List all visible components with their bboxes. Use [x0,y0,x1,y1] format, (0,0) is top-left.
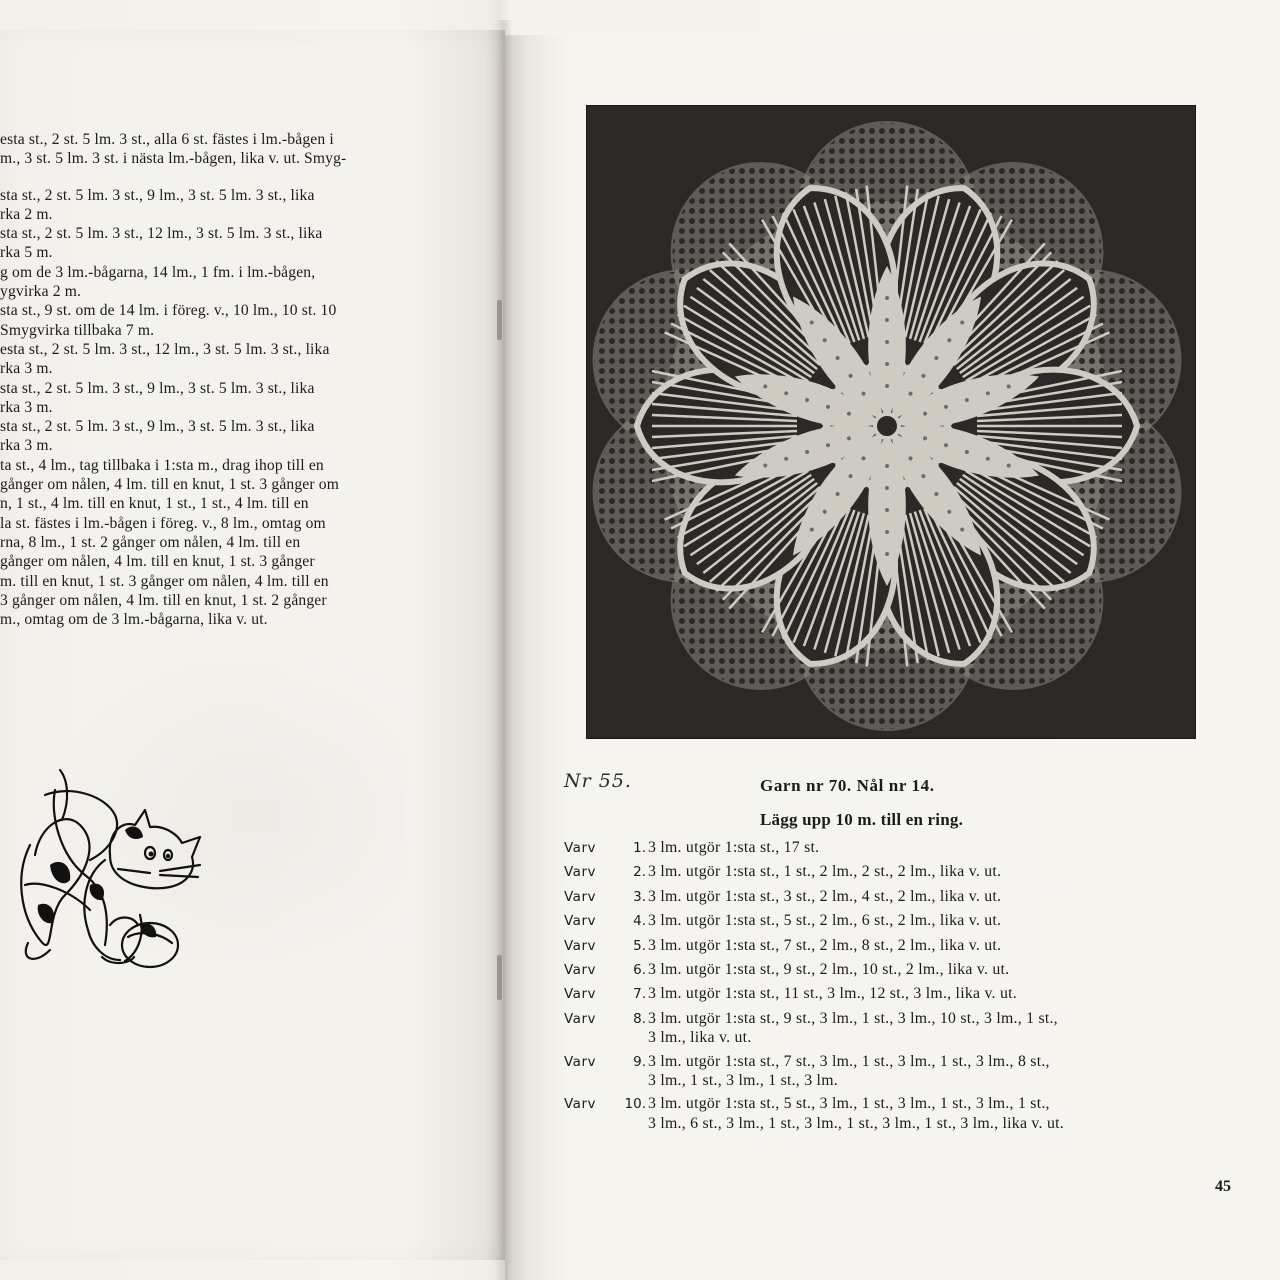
left-text-line: esta st., 2 st. 5 lm. 3 st., 12 lm., 3 st. 5 lm. 3 st., lika [0,340,330,358]
left-text-line: rna, 8 lm., 1 st. 2 gånger om nålen, 4 lm. till en [0,533,301,551]
left-text-line: ta st., 4 lm., tag tillbaka i 1:sta m., drag ihop till en [0,456,324,474]
left-text-line: m., 3 st. 5 lm. 3 st. i nästa lm.-bågen, lika v. ut. Smyg- [0,150,347,168]
book-gutter [495,20,513,1280]
staple-top [497,300,502,340]
left-text-line: rka 3 m. [0,398,53,416]
pattern-row [564,984,1254,1004]
row-label: Varv [564,1010,596,1027]
row-label: Varv [564,840,596,856]
row-number: 2. [633,864,646,881]
left-page-text [0,130,440,629]
left-text-line: n, 1 st., 4 lm. till en knut, 1 st., 1 st., 4 lm. till en [0,495,309,513]
row-number: 4. [633,913,646,930]
left-text-line: m. till en knut, 1 st. 3 gånger om nålen, 4 lm. till en [0,572,329,590]
pattern-row [564,887,1254,907]
row-instruction: 3 lm. utgör 1:sta st., 5 st., 3 lm., 1 st., 3 lm., 1 st., 3 lm., 1 st., 3 lm., 6 st., 3 lm., 1 st., 3 lm., 1 st., 3 lm., 1 st., 3 lm., lika v. ut. [648,1095,1064,1132]
doily-photo [587,106,1195,738]
left-text-line: rka 3 m. [0,360,53,378]
row-instruction: 3 lm. utgör 1:sta st., 17 st. [648,839,820,856]
row-number: 1. [633,840,646,856]
row-number: 7. [633,986,646,1003]
pattern-row [564,1052,1254,1091]
left-text-line: esta st., 2 st. 5 lm. 3 st., alla 6 st. fästes i lm.-bågen i [0,131,334,148]
left-text-line: g om de 3 lm.-bågarna, 14 lm., 1 fm. i lm.-bågen, [0,263,316,281]
pattern-rows [564,838,1254,1137]
left-text-line: rka 5 m. [0,244,53,262]
row-instruction: 3 lm. utgör 1:sta st., 5 st., 2 lm., 6 st., 2 lm., lika v. ut. [648,912,1002,930]
row-number: 9. [633,1053,646,1070]
row-label: Varv [564,962,596,979]
left-text-line: gånger om nålen, 4 lm. till en knut, 1 st. 3 gånger [0,553,315,571]
yarn-needle-heading: Garn nr 70. Nål nr 14. [760,776,935,795]
row-number: 10. [624,1096,646,1113]
row-instruction: 3 lm. utgör 1:sta st., 7 st., 3 lm., 1 st., 3 lm., 1 st., 3 lm., 8 st., 3 lm., 1 st., 3 lm., 1 st., 3 lm. [648,1052,1050,1090]
row-instruction: 3 lm. utgör 1:sta st., 1 st., 2 lm., 2 st., 2 lm., lika v. ut. [648,863,1002,881]
row-instruction: 3 lm. utgör 1:sta st., 7 st., 2 lm., 8 st., 2 lm., lika v. ut. [648,936,1002,954]
row-label: Varv [564,913,596,930]
pattern-row [564,960,1254,980]
left-text-line: sta st., 2 st. 5 lm. 3 st., 9 lm., 3 st. 5 lm. 3 st., lika [0,379,315,397]
left-text-line: la st. fästes i lm.-bågen i föreg. v., 8 lm., omtag om [0,514,326,532]
pattern-row [564,1009,1254,1048]
row-label: Varv [564,1096,596,1113]
left-text-line: sta st., 9 st. om de 14 lm. i föreg. v., 10 lm., 10 st. 10 [0,302,337,320]
row-number: 8. [633,1010,646,1027]
left-text-line: sta st., 2 st. 5 lm. 3 st., 12 lm., 3 st. 5 lm. 3 st., lika [0,225,323,243]
left-text-line: gånger om nålen, 4 lm. till en knut, 1 st. 3 gånger om [0,476,339,494]
row-label: Varv [564,937,596,954]
pattern-row [564,1094,1254,1133]
row-number: 5. [633,937,646,954]
left-text-line: Smygvirka tillbaka 7 m. [0,321,155,339]
row-instruction: 3 lm. utgör 1:sta st., 11 st., 3 lm., 12 st., 3 lm., lika v. ut. [648,985,1017,1003]
row-label: Varv [564,1053,596,1070]
row-label: Varv [564,986,596,1003]
left-text-line: 3 gånger om nålen, 4 lm. till en knut, 1 st. 2 gånger [0,591,327,609]
pattern-row [564,862,1254,882]
row-instruction: 3 lm. utgör 1:sta st., 9 st., 3 lm., 1 st., 3 lm., 10 st., 3 lm., 1 st., 3 lm., lika v. ut. [648,1009,1058,1047]
cast-on-heading: Lägg upp 10 m. till en ring. [760,810,964,829]
staple-bottom [497,955,502,1000]
pattern-row [564,838,1254,858]
left-text-line: m., omtag om de 3 lm.-bågarna, lika v. ut. [0,611,268,629]
left-text-line: sta st., 2 st. 5 lm. 3 st., 9 lm., 3 st. 5 lm. 3 st., lika [0,186,315,204]
pattern-number: Nr 55. [564,770,632,792]
left-text-line: ygvirka 2 m. [0,283,82,301]
page-number: 45 [1215,1178,1231,1195]
cat-with-yarn-icon [10,765,210,975]
row-instruction: 3 lm. utgör 1:sta st., 3 st., 2 lm., 4 st., 2 lm., lika v. ut. [648,887,1002,905]
row-number: 6. [633,962,646,979]
pattern-row [564,911,1254,931]
row-instruction: 3 lm. utgör 1:sta st., 9 st., 2 lm., 10 st., 2 lm., lika v. ut. [648,961,1010,979]
left-text-line: rka 2 m. [0,205,53,223]
left-text-line: rka 3 m. [0,437,53,455]
row-label: Varv [564,864,596,881]
left-text-line: sta st., 2 st. 5 lm. 3 st., 9 lm., 3 st. 5 lm. 3 st., lika [0,418,315,436]
row-label: Varv [564,888,596,905]
pattern-row [564,936,1254,956]
row-number: 3. [633,888,646,905]
